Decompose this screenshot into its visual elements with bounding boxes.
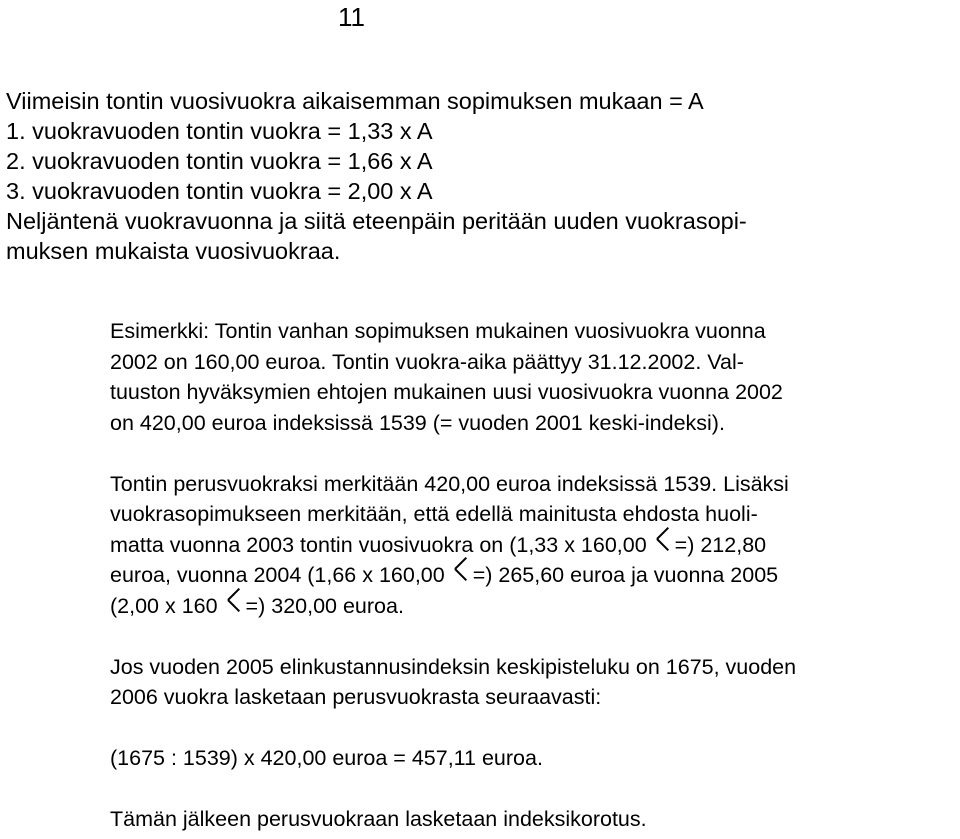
page-number: 11: [338, 2, 365, 32]
example-line: 2002 on 160,00 euroa. Tontin vuokra-aika päättyy 31.12.2002. Val-: [110, 349, 744, 374]
intro-line: muksen mukaista vuosivuokraa.: [6, 238, 341, 264]
example-line: on 420,00 euroa indeksissä 1539 (= vuoden 2001 keski-indeksi).: [110, 410, 725, 435]
intro-line: 1. vuokravuoden tontin vuokra = 1,33 x A: [6, 118, 433, 144]
example-line: tuuston hyväksymien ehtojen mukainen uusi vuosivuokra vuonna 2002: [110, 380, 783, 404]
intro-line: 3. vuokravuoden tontin vuokra = 2,00 x A: [6, 178, 433, 204]
example-line: [110, 560, 950, 591]
intro-block: [6, 86, 936, 266]
example-block: [110, 316, 950, 835]
example-line: Jos vuoden 2005 elinkustannusindeksin keskipisteluku on 1675, vuoden: [110, 654, 797, 679]
example-text: euroa, vuonna 2004 (1,66 x 160,00: [110, 563, 451, 587]
example-line: Tontin perusvuokraksi merkitään 420,00 euroa indeksissä 1539. Lisäksi: [110, 471, 789, 496]
example-text: =) 212,80: [674, 532, 767, 557]
example-text: =) 265,60 euroa ja vuonna 2005: [472, 563, 779, 587]
example-text: (2,00 x 160: [110, 593, 224, 618]
intro-line: Neljäntenä vuokravuonna ja siitä eteenpäin peritään uuden vuokrasopi-: [6, 208, 747, 234]
example-line: Esimerkki: Tontin vanhan sopimuksen mukainen vuosivuokra vuonna: [110, 319, 766, 343]
example-line: [110, 530, 950, 561]
intro-line: Viimeisin tontin vuosivuokra aikaisemman sopimuksen mukaan = A: [6, 88, 704, 114]
example-line: [110, 591, 950, 622]
calculation-line: (1675 : 1539) x 420,00 euroa = 457,11 euroa.: [110, 746, 543, 770]
closing-line: Tämän jälkeen perusvuokraan lasketaan indeksikorotus.: [110, 807, 647, 831]
example-line: vuokrasopimukseen merkitään, että edellä mainitusta ehdosta huoli-: [110, 502, 758, 526]
intro-line: 2. vuokravuoden tontin vuokra = 1,66 x A: [6, 148, 433, 174]
example-text: =) 320,00 euroa.: [245, 593, 404, 618]
example-text: matta vuonna 2003 tontin vuosivuokra on (1,33 x 160,00: [110, 532, 653, 557]
example-line: 2006 vuokra lasketaan perusvuokrasta seuraavasti:: [110, 685, 602, 709]
